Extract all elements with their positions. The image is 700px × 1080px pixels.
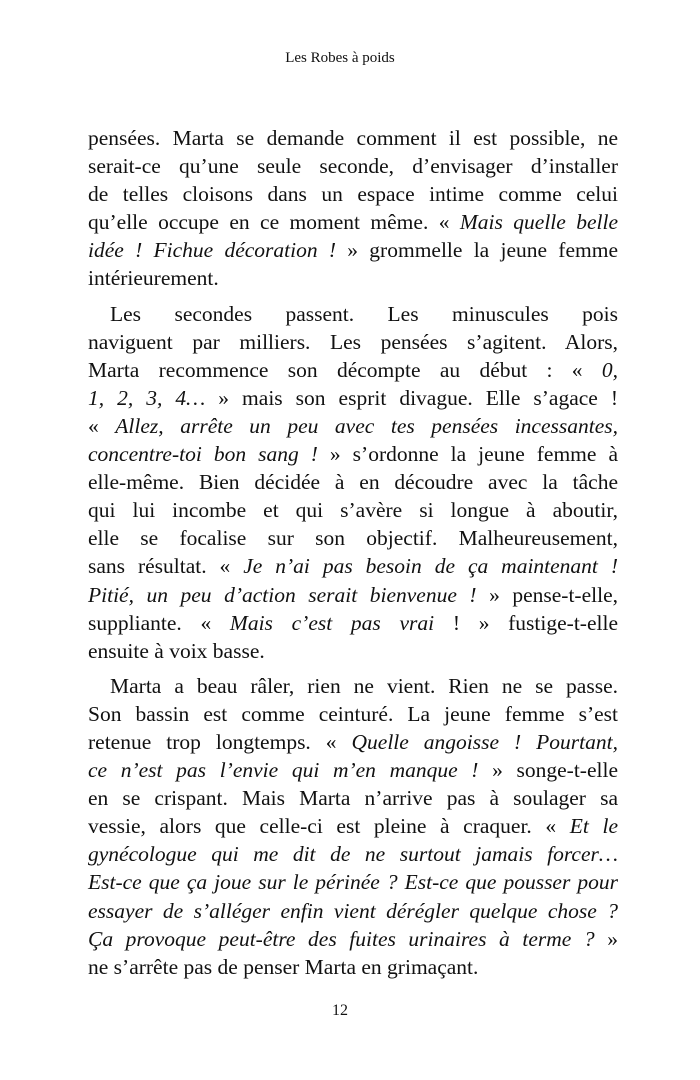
text-line — [88, 784, 618, 812]
text-span: » mais son esprit divague. Elle s’agace ! — [205, 385, 619, 410]
italic-text: Est-ce que ça joue sur le périnée ? Est-ce que pousser pour — [88, 870, 618, 895]
text-span: ensuite à voix basse. — [88, 638, 265, 663]
text-line — [88, 728, 618, 756]
text-line — [88, 412, 618, 440]
body-text — [88, 124, 618, 981]
text-span: Marta a beau râler, rien ne vient. Rien ne se passe. — [110, 673, 618, 698]
italic-text: essayer de s’alléger enfin vient dérégler quelque chose ? — [88, 898, 618, 923]
running-head-title: Les Robes à poids — [285, 50, 395, 66]
text-span: elle-même. Bien décidée à en découdre avec la tâche — [88, 470, 618, 495]
text-line — [88, 925, 618, 953]
text-span: ! » fustige-t-elle — [434, 610, 618, 635]
text-line — [88, 328, 618, 356]
text-line — [88, 300, 618, 328]
text-line — [88, 468, 618, 496]
text-line — [88, 637, 618, 665]
text-span: Marta recommence son décompte au début : « — [88, 357, 602, 382]
paragraph — [88, 124, 618, 293]
text-line — [88, 609, 618, 637]
text-line — [88, 868, 618, 896]
text-span: intérieurement. — [88, 266, 219, 291]
text-span: naviguent par milliers. Les pensées s’agitent. Alors, — [88, 329, 618, 354]
italic-text: Allez, arrête un peu avec tes pensées incessantes, — [115, 413, 618, 438]
italic-text: idée ! Fichue décoration ! — [88, 238, 337, 263]
italic-text: Mais quelle belle — [459, 210, 618, 235]
text-line — [88, 264, 618, 292]
text-line — [88, 208, 618, 236]
text-line — [88, 180, 618, 208]
text-line — [88, 700, 618, 728]
italic-text: concentre-toi bon sang ! — [88, 442, 318, 467]
italic-text: ce n’est pas l’envie qui m’en manque ! — [88, 758, 479, 783]
text-line — [88, 672, 618, 700]
text-line — [88, 581, 618, 609]
italic-text: Pitié, un peu d’action serait bienvenue ! — [88, 582, 477, 607]
italic-text: gynécologue qui me dit de ne surtout jamais forcer… — [88, 842, 618, 867]
text-span: ne s’arrête pas de penser Marta en grimaçant. — [88, 954, 479, 979]
italic-text: 1, 2, 3, 4… — [88, 385, 206, 410]
text-span: « — [88, 413, 116, 438]
italic-text: Et le — [569, 814, 618, 839]
text-line — [88, 384, 618, 412]
text-span: Son bassin est comme ceinturé. La jeune femme s’est — [88, 701, 618, 726]
text-line — [88, 236, 618, 264]
text-span: » pense-t-elle, — [476, 582, 618, 607]
text-line — [88, 840, 618, 868]
text-span: » grommelle la jeune femme — [336, 238, 618, 263]
italic-text: Je n’ai pas besoin de ça maintenant ! — [243, 554, 619, 579]
text-line — [88, 953, 618, 981]
text-line — [88, 524, 618, 552]
text-line — [88, 496, 618, 524]
text-span: retenue trop longtemps. « — [88, 729, 352, 754]
text-span: sans résultat. « — [88, 554, 244, 579]
text-line — [88, 552, 618, 580]
text-span: vessie, alors que celle-ci est pleine à craquer. « — [88, 814, 570, 839]
text-span: de telles cloisons dans un espace intime comme celui — [88, 182, 618, 207]
text-span: suppliante. « — [88, 610, 230, 635]
text-line — [88, 440, 618, 468]
paragraph — [88, 672, 618, 981]
italic-text: 0, — [601, 357, 618, 382]
text-span: » songe-t-elle — [478, 758, 618, 783]
text-line — [88, 756, 618, 784]
page-number: 12 — [332, 1002, 348, 1019]
text-line — [88, 124, 618, 152]
text-line — [88, 152, 618, 180]
italic-text: Quelle angoisse ! Pourtant, — [351, 729, 618, 754]
text-span: qu’elle occupe en ce moment même. « — [88, 210, 460, 235]
text-line — [88, 812, 618, 840]
text-span: » — [594, 926, 618, 951]
text-span: » s’ordonne la jeune femme à — [317, 442, 618, 467]
text-span: elle se focalise sur son objectif. Malheureusement, — [88, 526, 618, 551]
text-line — [88, 356, 618, 384]
text-span: qui lui incombe et qui s’avère si longue à aboutir, — [88, 498, 618, 523]
text-span: serait-ce qu’une seule seconde, d’envisager d’installer — [88, 154, 618, 179]
italic-text: Ça provoque peut-être des fuites urinaires à terme ? — [88, 926, 595, 951]
text-span: Les secondes passent. Les minuscules pois — [110, 301, 618, 326]
paragraph — [88, 300, 618, 665]
text-span: pensées. Marta se demande comment il est possible, ne — [88, 126, 618, 150]
text-line — [88, 897, 618, 925]
text-span: en se crispant. Mais Marta n’arrive pas à soulager sa — [88, 786, 618, 811]
italic-text: Mais c’est pas vrai — [229, 610, 435, 635]
